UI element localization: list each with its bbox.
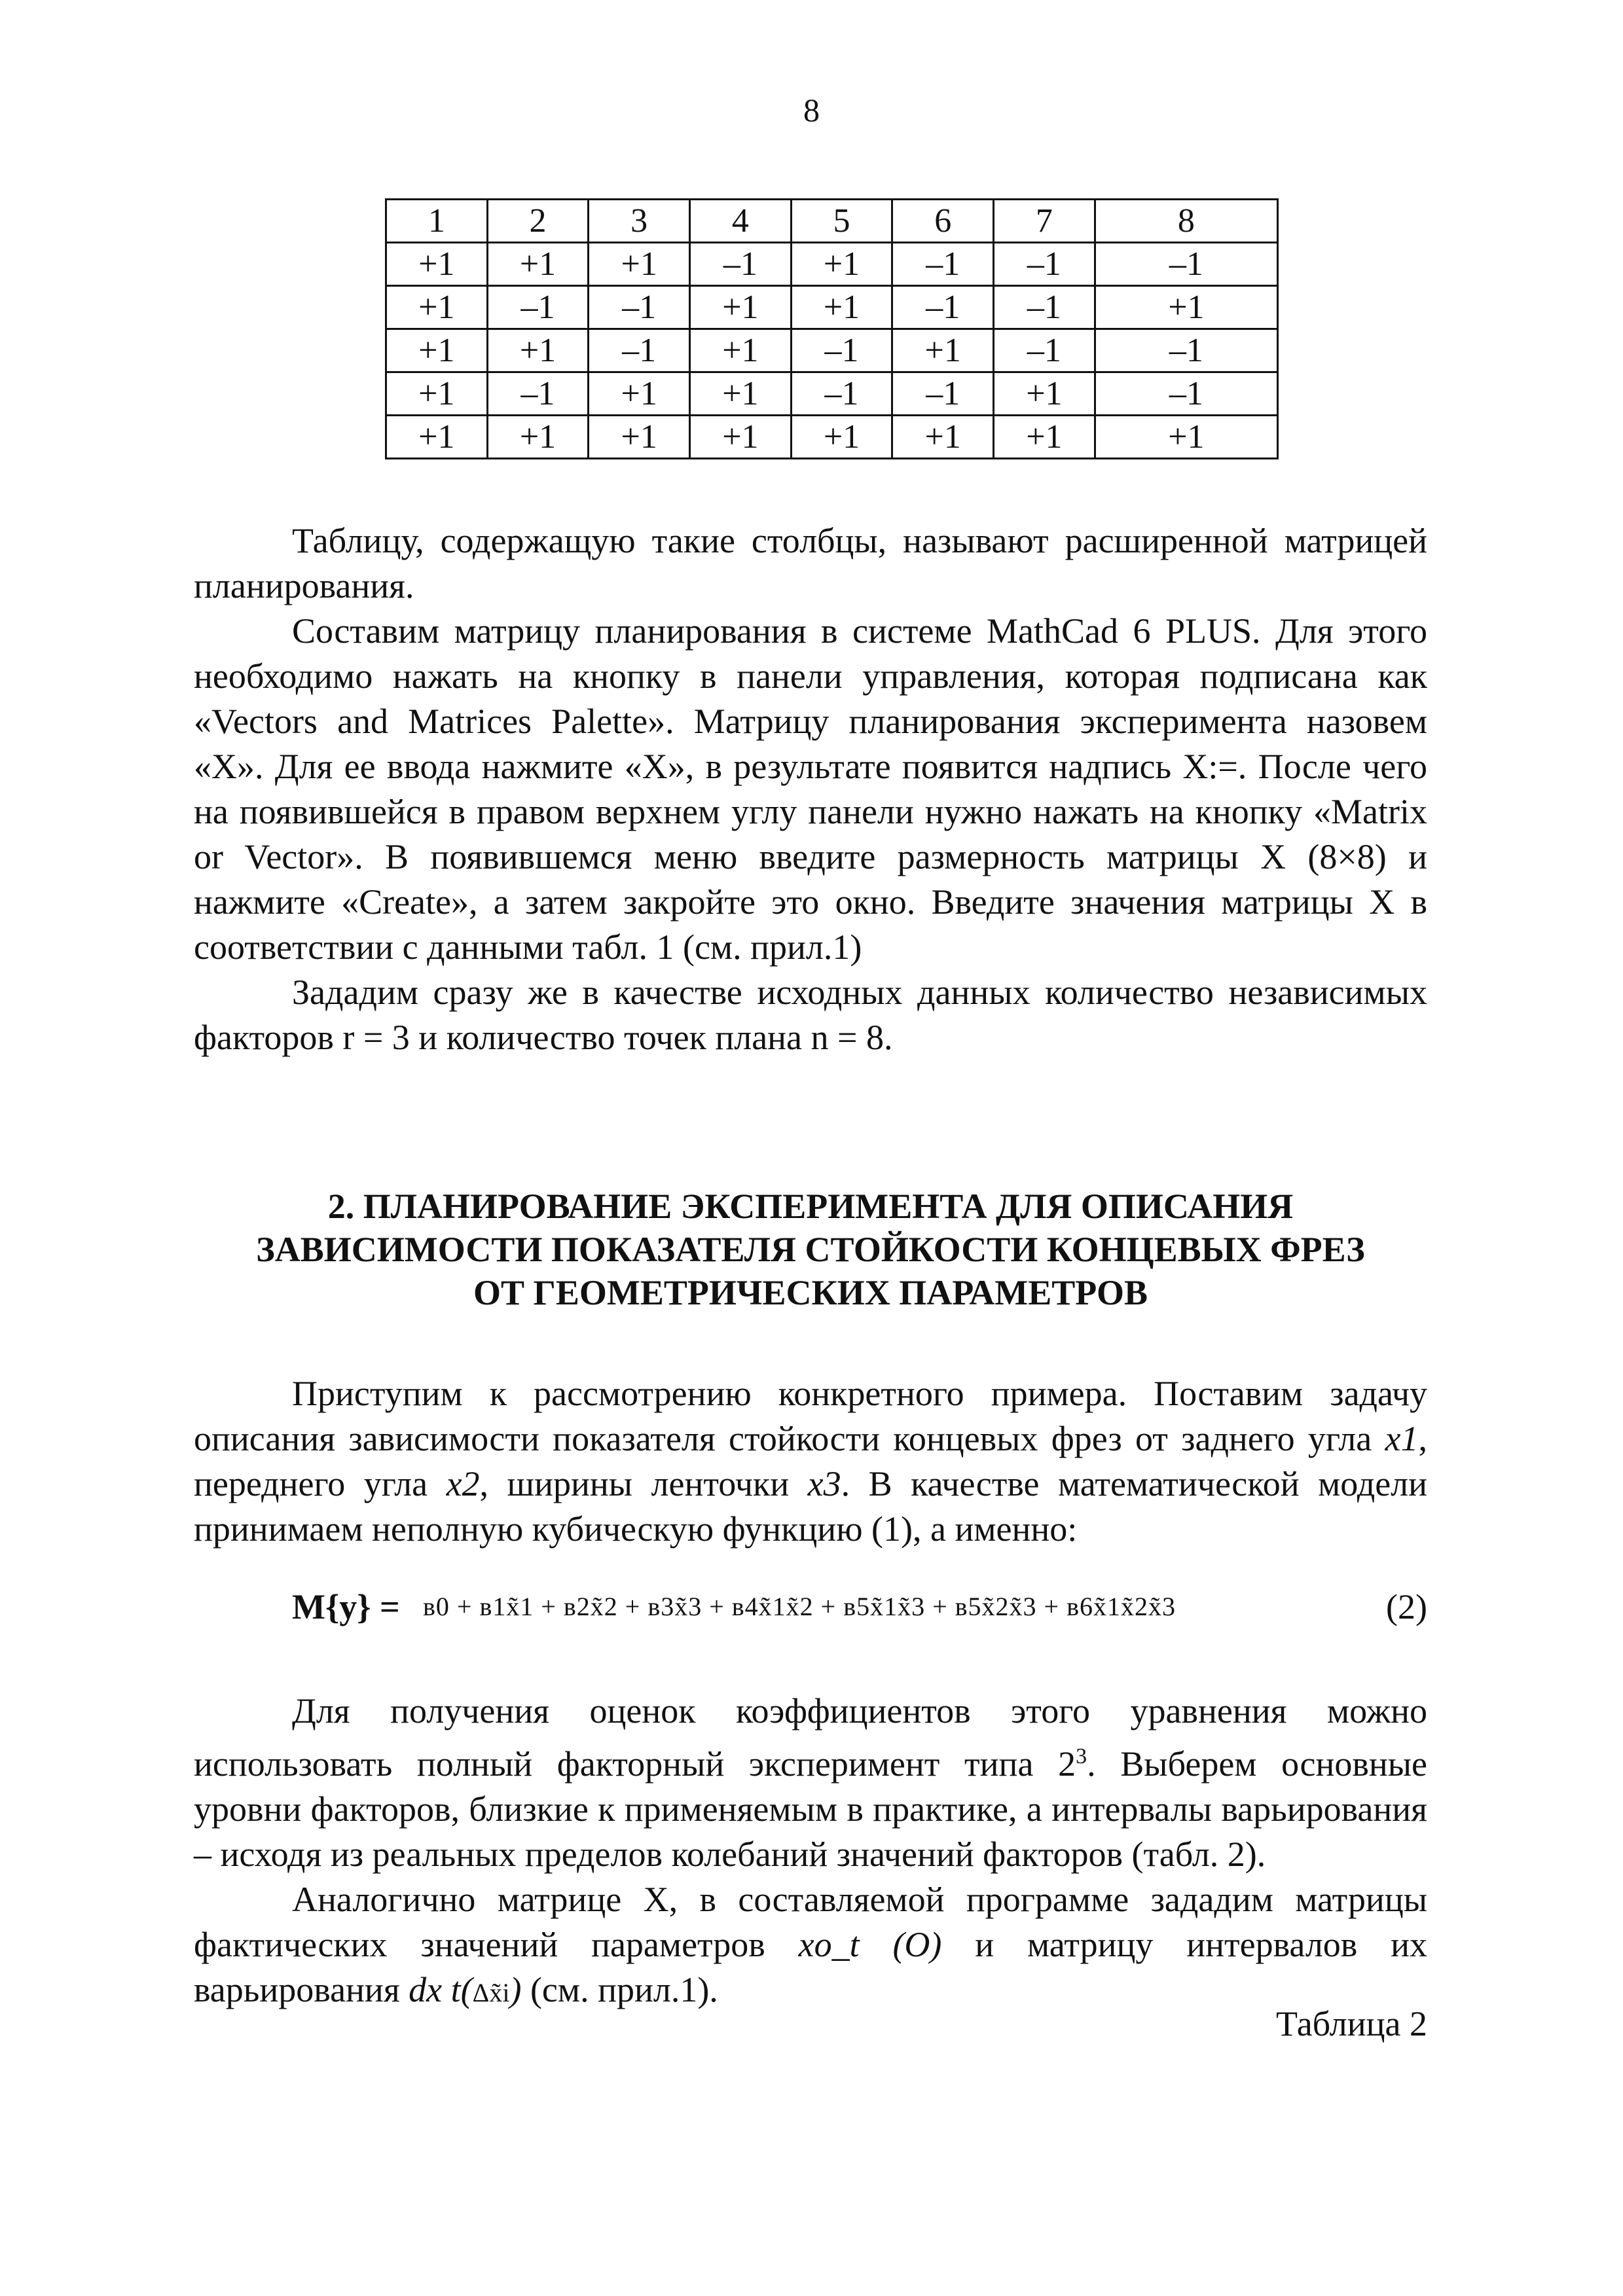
section-heading-line-1: 2. ПЛАНИРОВАНИЕ ЭКСПЕРИМЕНТА ДЛЯ ОПИСАНИЯ	[327, 1187, 1294, 1226]
paragraph-matrices-definition	[194, 1877, 1427, 2015]
matrix-cell: +1	[791, 243, 892, 286]
matrix-row	[386, 329, 1278, 372]
table-2-caption: Таблица 2	[1276, 2004, 1427, 2043]
p4-part2: , переднего угла	[194, 1419, 1427, 1503]
var-x2: x2	[446, 1464, 480, 1503]
matrix-row	[386, 372, 1278, 416]
p4-part4: . В качестве математической модели принимаем неполную кубическую функцию (1), а именно:	[194, 1464, 1428, 1549]
equation-2	[194, 1581, 1427, 1633]
matrix-header-cell: 3	[589, 200, 690, 243]
matrix-cell: +1	[1095, 286, 1277, 329]
matrix-cell: +1	[690, 416, 792, 459]
matrix-header-row	[386, 200, 1278, 243]
matrix-cell: –1	[589, 286, 690, 329]
matrix-cell: +1	[386, 372, 488, 416]
matrix-cell: –1	[1095, 243, 1277, 286]
p6-part3: (см. прил.1).	[521, 1970, 718, 2009]
matrix-cell: –1	[892, 243, 994, 286]
paragraph-extended-matrix: Таблицу, содержащую такие столбцы, называют расширенной матрицей планирования.	[194, 521, 1427, 605]
var-dx-close: )	[509, 1970, 522, 2009]
matrix-header-cell: 1	[386, 200, 488, 243]
matrix-header-cell: 7	[994, 200, 1095, 243]
paragraph-initial-data: Зададим сразу же в качестве исходных данных количество независимых факторов r = 3 и количество точек плана n = 8.	[194, 973, 1427, 1057]
matrix-cell: –1	[589, 329, 690, 372]
matrix-header-cell: 6	[892, 200, 994, 243]
page-number: 8	[803, 92, 820, 128]
matrix-cell: –1	[994, 329, 1095, 372]
matrix-cell: +1	[386, 416, 488, 459]
matrix-cell: +1	[487, 243, 589, 286]
p4-part3: , ширины ленточки	[479, 1464, 808, 1503]
matrix-header-cell: 4	[690, 200, 792, 243]
matrix-cell: +1	[892, 416, 994, 459]
equation-rhs: в0 + в1x̃1 + в2x̃2 + в3x̃3 + в4x̃1x̃2 + в5x̃1x̃3 + в5x̃2x̃3 + в6x̃1x̃2x̃3	[423, 1592, 1176, 1621]
matrix-cell: +1	[487, 329, 589, 372]
p6-part1: Аналогично матрице X, в составляемой программе зададим матрицы фактических значений параметров	[194, 1880, 1427, 1964]
p5-exponent: 3	[1076, 1744, 1087, 1768]
var-xo-t: xo_t (O)	[798, 1925, 942, 1964]
matrix-cell: +1	[994, 416, 1095, 459]
matrix-cell: –1	[690, 243, 792, 286]
matrix-cell: –1	[892, 286, 994, 329]
body-text-model	[194, 1371, 1427, 1552]
body-text-top	[194, 518, 1427, 1060]
matrix-cell: –1	[994, 243, 1095, 286]
var-delta-x: Δx̃i	[472, 1978, 510, 2007]
matrix-cell: +1	[791, 286, 892, 329]
matrix-cell: +1	[589, 243, 690, 286]
section-heading	[194, 1185, 1427, 1314]
matrix-cell: +1	[589, 372, 690, 416]
var-dx-t: dx t(	[409, 1970, 473, 2009]
matrix-cell: +1	[791, 416, 892, 459]
matrix-cell: +1	[892, 329, 994, 372]
paragraph-mathcad-instructions: Составим матрицу планирования в системе MathCad 6 PLUS. Для этого необходимо нажать на кнопку в панели управления, которая подписана как «Vectors and Matrices Palette». Матрицу планирования эксперимента назовем «X». Для ее ввода нажмите «X», в результате появится надпись X:=. После чего на появившейся в правом верхнем углу панели нужно нажать на кнопку «Matrix or Vector». В появившемся меню введите размерность матрицы X (8×8) и нажмите «Create», а затем закройте это окно. Введите значения матрицы X в соответствии с данными табл. 1 (см. прил.1)	[194, 611, 1427, 967]
matrix-cell: –1	[892, 372, 994, 416]
p5-part2: . Выберем основные уровни факторов, близкие к применяемым в практике, а интервалы варьирования – исходя из реальных пределов колебаний значений факторов (табл. 2).	[194, 1744, 1427, 1874]
body-text-bottom	[194, 1689, 1427, 2015]
matrix-cell: –1	[487, 286, 589, 329]
equation-number: (2)	[1386, 1587, 1427, 1626]
paragraph-model-description	[194, 1371, 1427, 1552]
matrix-row	[386, 416, 1278, 459]
matrix-cell: –1	[791, 329, 892, 372]
matrix-header-cell: 5	[791, 200, 892, 243]
matrix-cell: –1	[1095, 329, 1277, 372]
section-heading-line-3: ОТ ГЕОМЕТРИЧЕСКИХ ПАРАМЕТРОВ	[473, 1273, 1148, 1312]
matrix-cell: +1	[690, 372, 792, 416]
matrix-cell: +1	[994, 372, 1095, 416]
matrix-cell: +1	[589, 416, 690, 459]
matrix-header-cell: 8	[1095, 200, 1277, 243]
matrix-cell: +1	[386, 243, 488, 286]
matrix-cell: +1	[690, 286, 792, 329]
section-heading-line-2: ЗАВИСИМОСТИ ПОКАЗАТЕЛЯ СТОЙКОСТИ КОНЦЕВЫХ ФРЕЗ	[256, 1230, 1365, 1269]
paragraph-factorial-experiment	[194, 1689, 1427, 1877]
matrix-cell: +1	[386, 329, 488, 372]
matrix-cell: +1	[487, 416, 589, 459]
p5-part1: Для получения оценок коэффициентов этого уравнения можно использовать полный факторный эксперимент типа 2	[194, 1691, 1427, 1784]
matrix-cell: +1	[1095, 416, 1277, 459]
plan-matrix-table	[385, 198, 1279, 459]
p4-part1: Приступим к рассмотрению конкретного примера. Поставим задачу описания зависимости показателя стойкости концевых фрез от заднего угла	[194, 1374, 1427, 1458]
matrix-header-cell: 2	[487, 200, 589, 243]
matrix-cell: –1	[994, 286, 1095, 329]
matrix-cell: +1	[690, 329, 792, 372]
var-x1: x1	[1385, 1419, 1419, 1458]
matrix-cell: –1	[1095, 372, 1277, 416]
var-x3: x3	[807, 1464, 841, 1503]
equation-lhs: M{y} =	[292, 1587, 400, 1626]
matrix-row	[386, 243, 1278, 286]
p6-part2: и матрицу интервалов их варьирования	[194, 1925, 1427, 2009]
matrix-cell: +1	[386, 286, 488, 329]
matrix-cell: –1	[791, 372, 892, 416]
matrix-cell: –1	[487, 372, 589, 416]
matrix-row	[386, 286, 1278, 329]
